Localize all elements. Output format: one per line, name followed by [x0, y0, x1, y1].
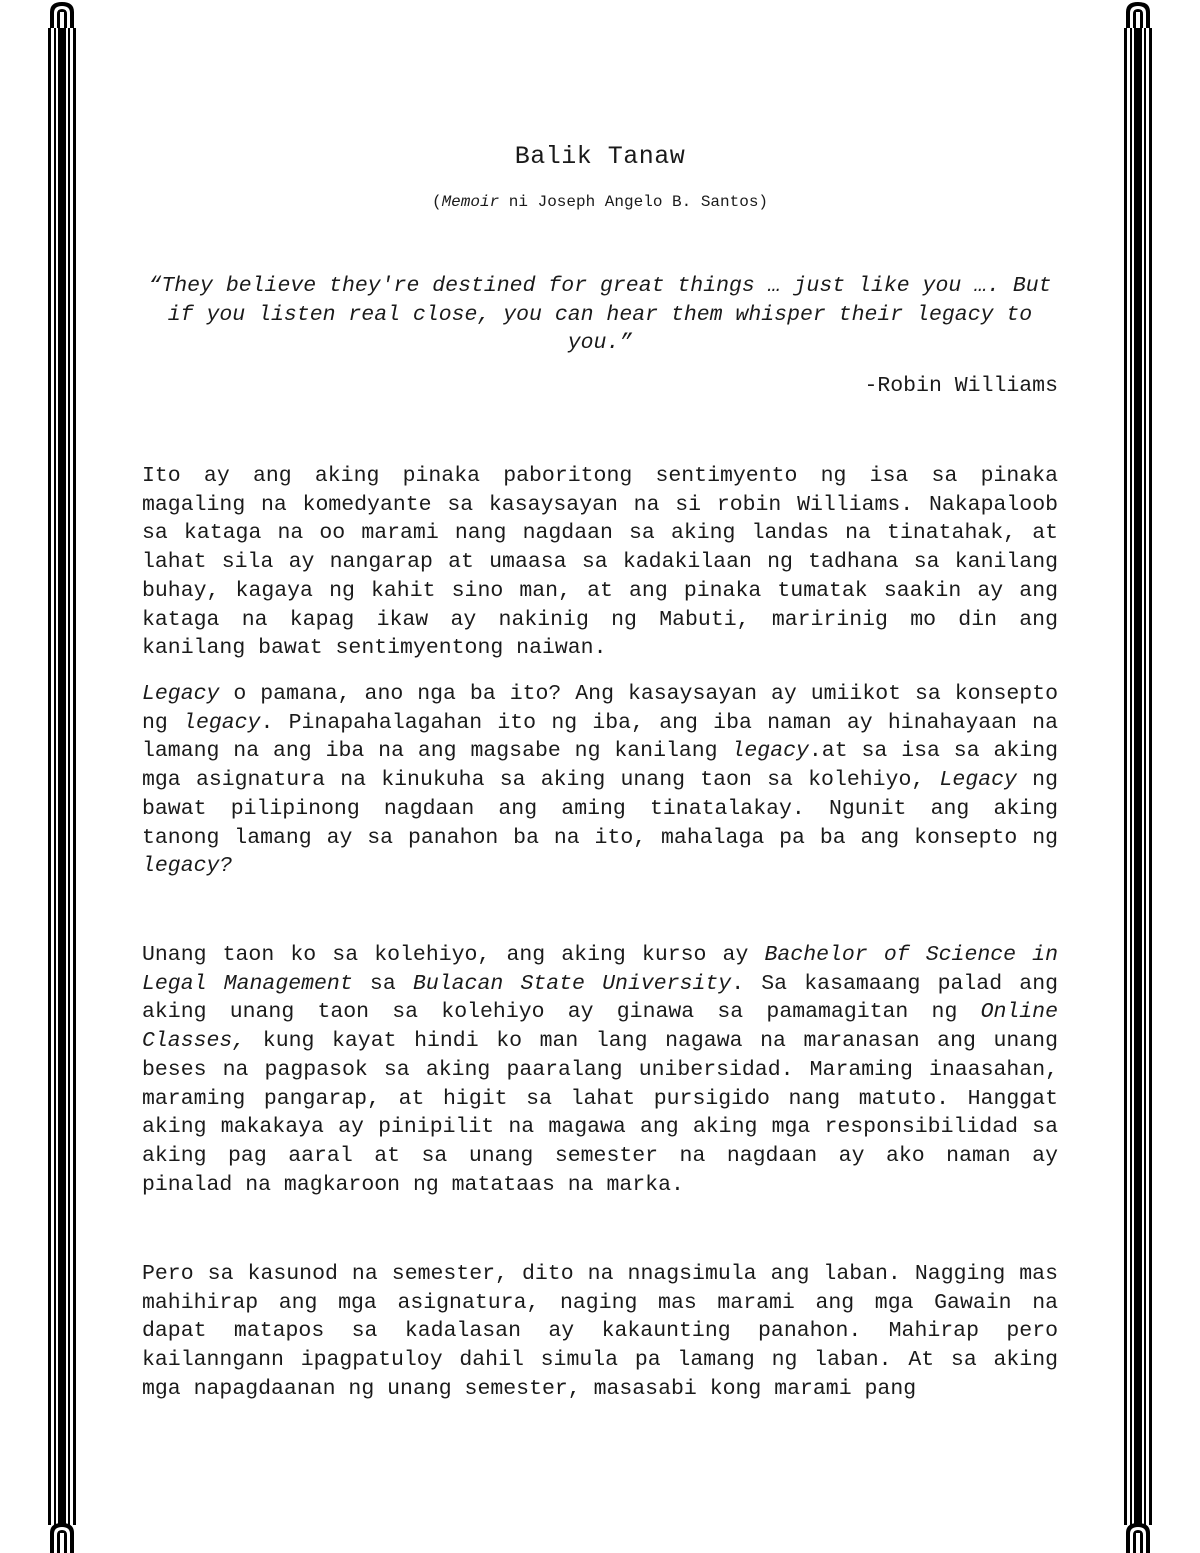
- pillar-shaft: [48, 28, 76, 1525]
- text-run: ng bawat pilipinong nagdaan ang aming tinatalakay. Ngunit ang aking tanong lamang ay sa panahon ba na ito, mahalaga pa ba ang konsepto ng: [142, 768, 1058, 850]
- subtitle-author: ni Joseph Angelo B. Santos): [499, 193, 769, 211]
- text-run: o pamana, ano nga ba ito? Ang kasaysayan ay umiikot sa konsepto ng: [142, 682, 1058, 735]
- pillar-base-icon: [48, 1521, 76, 1553]
- text-run: . Sa kasamaang palad ang aking unang taon sa kolehiyo ay ginawa sa pamamagitan ng: [142, 971, 1059, 1025]
- pillar-shaft: [1124, 28, 1152, 1525]
- text-run: . Pinapahalagahan ito ng iba, ang iba naman ay hinahayaan na lamang na ang iba na ang magsabe ng kanilang: [142, 710, 1058, 764]
- text-italic: Legacy: [142, 682, 220, 706]
- text-italic: Bachelor of Science in Legal Management: [142, 943, 1058, 996]
- text-run: .at sa isa sa aking mga asignatura na kinukuha sa aking unang taon sa kolehiyo,: [142, 739, 1058, 793]
- text-italic: legacy?: [142, 854, 233, 879]
- text-run: sa: [352, 971, 413, 996]
- right-border-ornament: [1124, 0, 1152, 1553]
- text-run: Unang taon ko sa kolehiyo, ang aking kurso ay: [142, 943, 765, 967]
- epigraph-quote: “They believe they're destined for great things … just like you …. But if you listen real close, you can hear them whisper their legacy to you.”: [148, 274, 1052, 355]
- text-italic: legacy: [183, 710, 261, 735]
- text-italic: legacy: [731, 739, 809, 764]
- subtitle-memoir: Memoir: [441, 193, 500, 211]
- paragraph-3: [142, 941, 1058, 1199]
- text-italic: Legacy: [939, 768, 1017, 793]
- epigraph-attribution: -Robin Williams: [864, 374, 1058, 398]
- pillar-base-icon: [1124, 1521, 1152, 1553]
- text-run: kung kayat hindi ko man lang nagawa na maranasan ang unang beses na pagpasok sa aking paaralang unibersidad. Maraming inaasahan, maraming pangarap, at higit sa lahat pursigido nang matuto. Hanggat aking makakaya ay pinipilit na magawa ang aking mga responsibilidad sa aking pag aaral at sa unang semester na nagdaan ay ako naman ay pinalad na magkaroon ng matataas na marka.: [142, 1029, 1058, 1197]
- left-border-ornament: [48, 0, 76, 1553]
- document-subtitle: [142, 193, 1058, 211]
- text-italic: Online Classes,: [142, 1000, 1058, 1054]
- paragraph-2: [142, 680, 1058, 881]
- document-title: Balik Tanaw: [514, 142, 686, 171]
- paragraph-4: Pero sa kasunod na semester, dito na nnagsimula ang laban. Nagging mas mahihirap ang mga asignatura, naging mas marami ang mga Gawain na dapat matapos sa kadalasan ay kakaunting panahon. Mahirap pero kailanngann ipagpatuloy dahil simula pa lamang ng laban. At sa aking mga napagdaanan ng unang semester, masasabi kong marami pang: [142, 1262, 1058, 1401]
- subtitle-open: (: [431, 193, 442, 211]
- text-italic: Bulacan State University: [412, 971, 732, 996]
- paragraph-1: Ito ay ang aking pinaka paboritong sentimyento ng isa sa pinaka magaling na komedyante sa kasaysayan na si robin Williams. Nakapaloob sa kataga na oo marami nang nagdaan sa aking landas na tinatahak, at lahat sila ay nangarap at umaasa sa kadakilaan ng tadhana sa kanilang buhay, kagaya ng kahit sino man, at ang pinaka tumatak saakin ay ang kataga na kapag ikaw ay nakinig ng Mabuti, maririnig mo din ang kanilang bawat sentimyentong naiwan.: [142, 464, 1058, 661]
